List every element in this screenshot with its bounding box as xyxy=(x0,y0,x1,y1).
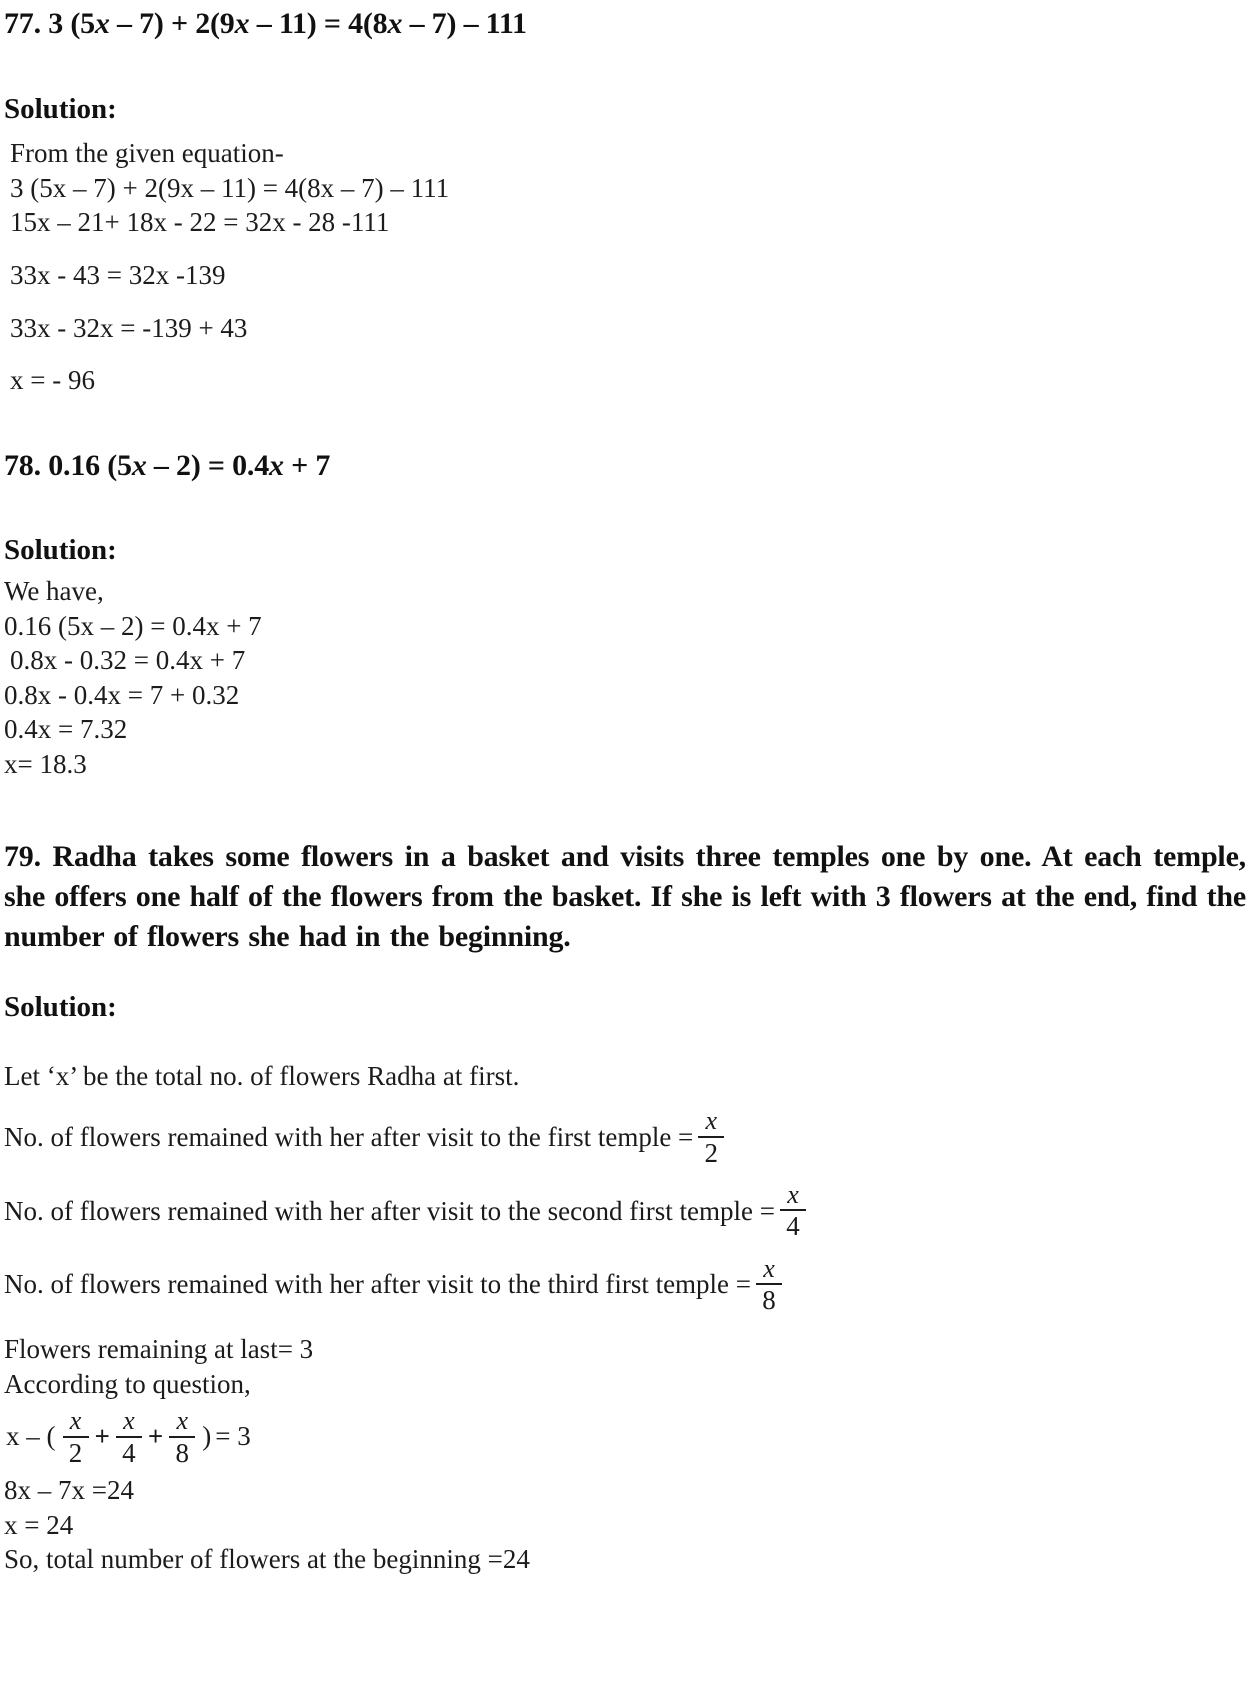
equation-plus-2: + xyxy=(147,1421,164,1452)
problem-77-step-1: 3 (5x – 7) + 2(9x – 11) = 4(8x – 7) – 111 xyxy=(10,172,450,203)
problem-78-statement-part2: – 2) = 0.4 xyxy=(146,448,270,482)
problem-77-step-0: From the given equation- xyxy=(10,138,284,169)
temple-line-1-text: No. of flowers remained with her after visit to the first temple = xyxy=(4,1122,694,1153)
fraction-numerator: x xyxy=(763,1253,775,1283)
problem-78-number: 78. xyxy=(4,448,41,482)
fraction-denominator: 2 xyxy=(68,1437,83,1468)
problem-77-step-5: x = - 96 xyxy=(10,365,95,396)
equation-plus-1: + xyxy=(94,1421,110,1452)
problem-77-statement-part4: – 7) – 111 xyxy=(402,7,527,40)
problem-78-step-5: x= 18.3 xyxy=(4,748,87,779)
fraction-x-over-4 xyxy=(780,1181,806,1241)
problem-77-heading xyxy=(4,4,1246,44)
problem-79-statement: Radha takes some flowers in a basket and visits three temples one by one. At each temple, she offers one half of the flowers from the basket. If she is left with 3 flowers at the end, find the number of flowers she had in the beginning. xyxy=(4,840,1246,953)
problem-79-equation xyxy=(4,1407,1246,1467)
problem-79-remaining-line: Flowers remaining at last= 3 xyxy=(4,1334,314,1365)
problem-78-step-3: 0.8x - 0.4x = 7 + 0.32 xyxy=(4,679,240,710)
problem-78-var-2: x xyxy=(269,448,284,482)
problem-77-statement-part3: – 11) = 4(8 xyxy=(249,7,388,40)
fraction-denominator: 8 xyxy=(175,1437,190,1468)
problem-79-temple-line-3 xyxy=(4,1255,1246,1315)
fraction-numerator: x xyxy=(69,1406,82,1436)
problem-77-number: 77. xyxy=(4,7,41,40)
equation-close-paren: ) xyxy=(202,1421,212,1452)
problem-78-statement-part3: + 7 xyxy=(283,448,331,482)
problem-79-temple-line-1 xyxy=(4,1107,1246,1167)
equation-lead: x – ( xyxy=(6,1421,56,1452)
fraction-x-over-8 xyxy=(756,1255,782,1315)
temple-line-3-text: No. of flowers remained with her after visit to the third first temple = xyxy=(4,1269,752,1300)
fraction-denominator: 2 xyxy=(704,1137,719,1168)
problem-79-heading xyxy=(4,837,1246,956)
fraction-denominator: 4 xyxy=(786,1211,800,1242)
problem-78-var-1: x xyxy=(131,448,147,482)
problem-78-step-0: We have, xyxy=(4,576,104,607)
problem-77-step-4: 33x - 32x = -139 + 43 xyxy=(10,312,248,343)
problem-77-var-1: x xyxy=(94,7,110,40)
fraction-numerator: x xyxy=(787,1180,799,1210)
problem-79-according-line: According to question, xyxy=(4,1368,251,1399)
problem-79-solution-label: Solution: xyxy=(4,991,117,1024)
fraction-numerator: x xyxy=(123,1406,135,1436)
problem-78-step-4: 0.4x = 7.32 xyxy=(4,714,128,745)
equation-fraction-3 xyxy=(169,1407,195,1467)
equation-fraction-2 xyxy=(116,1407,142,1467)
problem-77-statement-part2: – 7) + 2(9 xyxy=(109,7,235,40)
fraction-numerator: x xyxy=(705,1106,718,1136)
problem-77-var-2: x xyxy=(234,7,250,40)
fraction-denominator: 8 xyxy=(762,1285,776,1316)
problem-79-temple-line-2 xyxy=(4,1181,1246,1241)
fraction-denominator: 4 xyxy=(122,1437,136,1468)
problem-78-statement-part1: 0.16 (5 xyxy=(48,448,132,482)
problem-78-step-1: 0.16 (5x – 2) = 0.4x + 7 xyxy=(4,610,262,641)
problem-79-final-step-0: 8x – 7x =24 xyxy=(4,1475,134,1506)
problem-77-step-3: 33x - 43 = 32x -139 xyxy=(10,260,226,291)
equation-fraction-1 xyxy=(63,1407,89,1467)
problem-79-let-line: Let ‘x’ be the total no. of flowers Radha at first. xyxy=(4,1060,520,1091)
problem-79-number: 79. xyxy=(4,840,41,874)
problem-77-step-2: 15x – 21+ 18x - 22 = 32x - 28 -111 xyxy=(10,207,390,238)
problem-77-statement-part1: 3 (5 xyxy=(48,7,95,40)
fraction-x-over-2 xyxy=(698,1107,724,1167)
temple-line-2-text: No. of flowers remained with her after visit to the second first temple = xyxy=(4,1195,776,1226)
fraction-numerator: x xyxy=(176,1406,189,1436)
problem-78-solution-label: Solution: xyxy=(4,534,117,567)
problem-77-var-3: x xyxy=(387,7,403,40)
problem-78-heading xyxy=(4,446,1246,486)
equation-tail: = 3 xyxy=(215,1421,251,1452)
problem-79-final-step-2: So, total number of flowers at the beginning =24 xyxy=(4,1544,530,1575)
problem-77-solution-label: Solution: xyxy=(4,92,117,125)
problem-79-final-step-1: x = 24 xyxy=(4,1509,74,1540)
problem-78-step-2: 0.8x - 0.32 = 0.4x + 7 xyxy=(10,645,246,676)
